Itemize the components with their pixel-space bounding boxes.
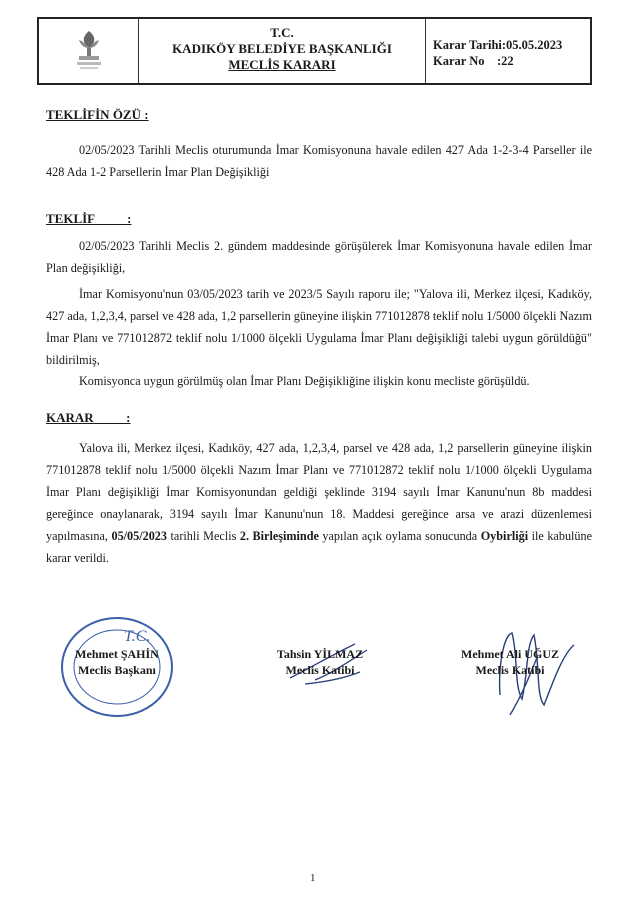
document-header (37, 17, 592, 85)
teklif-paragraph-1: 02/05/2023 Tarihli Meclis 2. gündem maddesinde görüşülerek İmar Komisyonuna havale edilen İmar Plan değişikliği, (46, 239, 592, 275)
tc-label: T.C. (270, 25, 294, 40)
karar-session: 2. Birleşiminde (239, 529, 319, 543)
karar-text-d: ile kabulüne karar verildi. (46, 529, 593, 565)
signatory-name: Tahsin YİLMAZ (276, 647, 364, 661)
decision-number: Karar No :22 (433, 54, 514, 68)
signatory-name: Mehmet Ali UĞUZ (461, 647, 559, 661)
signatory-name: Mehmet ŞAHİN (75, 647, 159, 661)
decision-date: Karar Tarihi:05.05.2023 (433, 38, 563, 52)
karar-unanimous: Oybirliği (480, 529, 529, 543)
decision-info-cell (426, 19, 590, 83)
teklif-heading: TEKLİF : (46, 211, 132, 226)
ozu-heading: TEKLİFİN ÖZÜ : (46, 107, 149, 122)
page-number: 1 (310, 872, 316, 884)
karar-heading: KARAR : (46, 410, 131, 425)
signatory-title: Meclis Katibi (475, 663, 545, 677)
signatory-title: Meclis Başkanı (78, 663, 156, 677)
teklif-paragraph-2: İmar Komisyonu'nun 03/05/2023 tarih ve 2023/5 Sayılı raporu ile; "Yalova ili, Merkez ilçesi, Kadıköy, 427 ada, 1,2,3,4, parsel ve 428 ada, 1,2 parsellerin güneyine ilişkin 771012878 teklif nolu 1/5000 ölçekli Nazım İmar Planı ve 771012872 teklif nolu 1/1000 ölçekli Uygulama İmar Planı değişikliği talebi uygun görüldüğü" bildirilmiş, (46, 287, 592, 367)
signatory-title: Meclis Katibi (285, 663, 355, 677)
institution-name: KADIKÖY BELEDİYE BAŞKANLIĞI (172, 41, 392, 56)
svg-text:T.C.: T.C. (124, 628, 151, 645)
karar-text-c: yapılan açık oylama sonucunda (318, 529, 481, 543)
institution-cell (139, 19, 426, 83)
municipality-emblem-icon (69, 26, 109, 76)
signature-block-secretary-1 (250, 646, 390, 678)
karar-date: 05/05/2023 (111, 529, 167, 543)
teklif-paragraph-3: Komisyonca uygun görülmüş olan İmar Planı Değişikliğine ilişkin konu mecliste görüşüldü. (79, 374, 530, 388)
karar-text-a: Yalova ili, Merkez ilçesi, Kadıköy, 427 ada, 1,2,3,4, parsel ve 428 ada, 1,2 parsellerin güneyine ilişkin 771012878 teklif nolu 1/5000 ölçekli Nazım İmar Planı ve 771012872 teklif nolu 1/1000 ölçekli Uygulama İmar Planı değişikliği İmar Komisyonundan geldiği şeklinde 3194 sayılı İmar Kanunu'nun 8b maddesi gereğince onaylanarak, 3194 sayılı İmar Kanunu'nun 18. Maddesi gereğince arsa ve arazi düzenlemesi yapılmasına, (46, 441, 592, 543)
signature-block-secretary-2 (440, 646, 580, 678)
signature-block-chairman (62, 646, 172, 678)
karar-text (46, 437, 592, 569)
karar-text-b: tarihli Meclis (167, 529, 240, 543)
ozu-text: 02/05/2023 Tarihli Meclis oturumunda İmar Komisyonuna havale edilen 427 Ada 1-2-3-4 Parseller ile 428 Ada 1-2 Parsellerin İmar Plan Değişikliği (46, 143, 592, 179)
document-type: MECLİS KARARI (228, 57, 336, 72)
logo-cell (39, 19, 139, 83)
